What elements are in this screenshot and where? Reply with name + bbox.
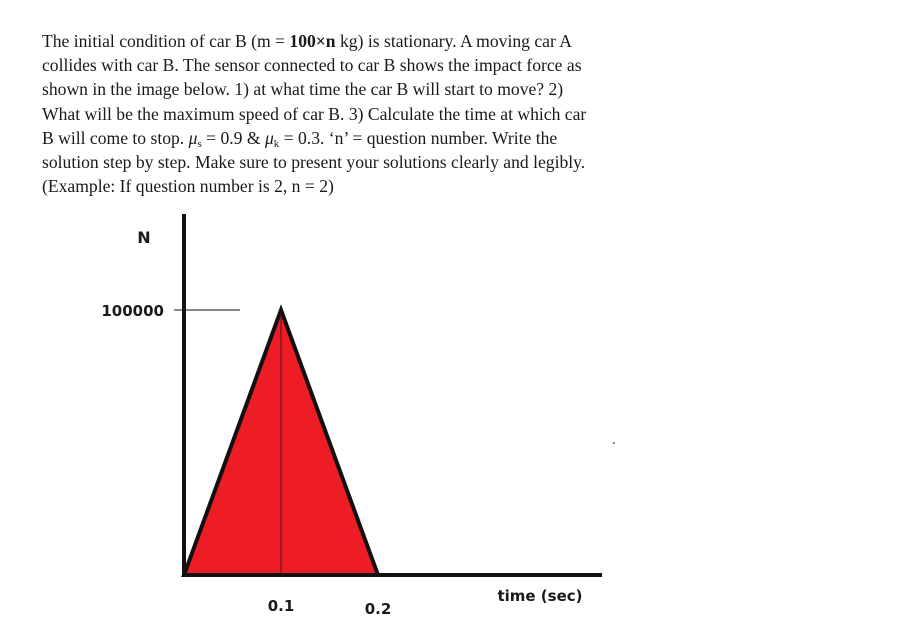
stray-dot — [613, 442, 615, 444]
mu-s-value: = 0.9 & — [201, 127, 265, 148]
x-axis-label: time (sec) — [497, 587, 583, 605]
x-tick-label-0: 0.1 — [267, 597, 295, 615]
problem-line-7: (Example: If question number is 2, n = 2) — [42, 176, 334, 197]
problem-line-1-post: kg) is stationary. A moving car A — [335, 31, 572, 51]
problem-line-5-post: = 0.3. ‘n’ = question number. Write the — [279, 127, 558, 148]
problem-line-3: shown in the image below. 1) at what time the car B will start to move? 2) — [42, 79, 564, 100]
problem-line-5-pre: B will come to stop. — [42, 127, 189, 148]
x-tick-label-1: 0.2 — [364, 600, 392, 618]
problem-line-4: What will be the maximum speed of car B. 3) Calculate the time at which car — [42, 103, 587, 124]
mu-s-subscript: s — [197, 137, 202, 150]
problem-line-6: solution step by step. Make sure to present your solutions clearly and legibly. — [42, 152, 586, 173]
y-axis-label: N — [137, 228, 151, 247]
problem-line-1-pre: The initial condition of car B (m = — [42, 31, 290, 51]
mu-k-symbol: μ — [264, 127, 274, 148]
problem-line-2: collides with car B. The sensor connected to car B shows the impact force as — [42, 55, 582, 76]
y-tick-label-0: 100000 — [101, 302, 164, 320]
mu-s-symbol: μ — [188, 127, 198, 148]
mu-k-subscript: k — [273, 137, 280, 150]
mass-expression: 100×n — [289, 31, 336, 51]
